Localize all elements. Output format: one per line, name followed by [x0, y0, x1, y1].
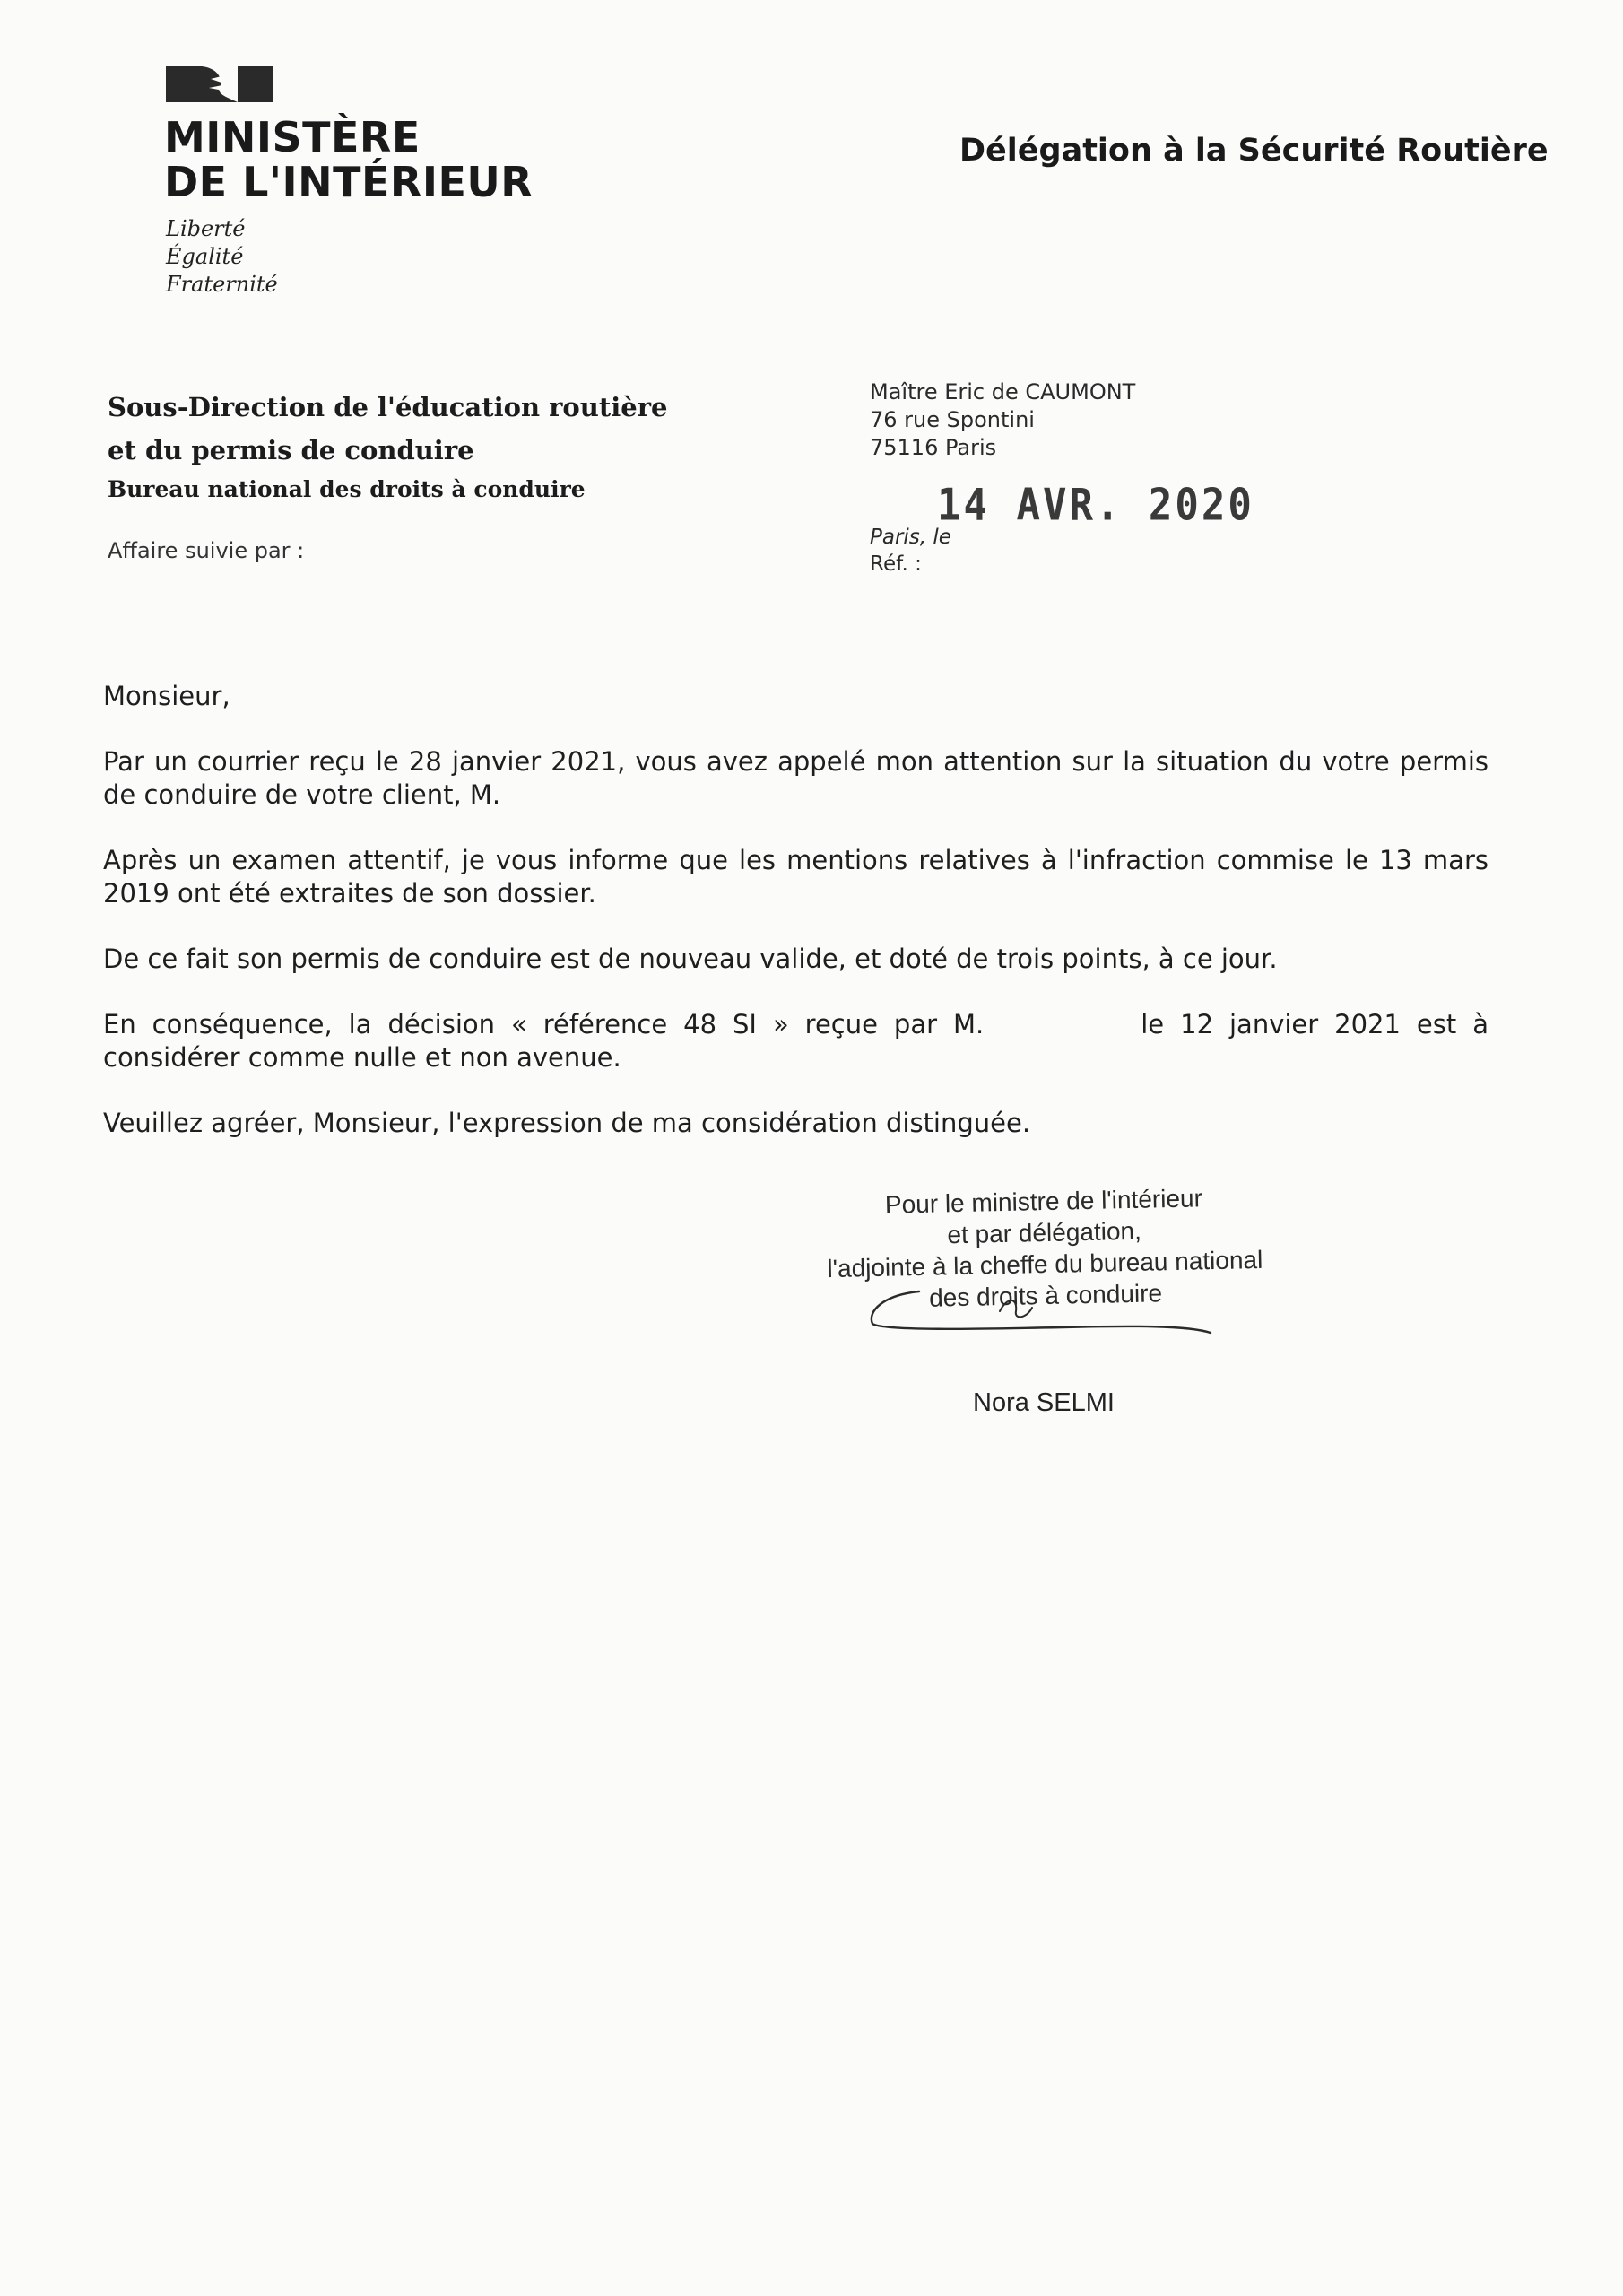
handwritten-signature	[865, 1284, 1215, 1338]
marianne-logo	[166, 63, 273, 106]
recipient-address	[870, 378, 1135, 462]
motto-egalite: Égalité	[166, 244, 244, 269]
recipient-name: Maître Eric de CAUMONT	[870, 379, 1136, 404]
sub-direction-line1: Sous-Direction de l'éducation routière	[108, 392, 668, 422]
signature-line2: et par délégation,	[947, 1216, 1142, 1249]
paragraph-2: Après un examen attentif, je vous informe que les mentions relatives à l'infraction commise le 13 mars 2019 ont été extraites de son dossier.	[103, 845, 1488, 909]
place-label: Paris, le	[870, 526, 951, 549]
closing-formula: Veuillez agréer, Monsieur, l'expression de ma considération distinguée.	[103, 1108, 1031, 1138]
paragraph-4-part1: En conséquence, la décision « référence 48 SI » reçue par M.	[103, 1009, 985, 1039]
ministry-name-line1: MINISTÈRE	[164, 113, 421, 161]
delegation-title: Délégation à la Sécurité Routière	[959, 133, 1549, 169]
ministry-name	[164, 115, 533, 204]
paragraph-4	[103, 1008, 1488, 1074]
service-block	[108, 386, 667, 508]
signature-line3: l'adjointe à la cheffe du bureau national	[827, 1245, 1263, 1283]
letter-body	[103, 680, 1488, 1172]
paragraph-3: De ce fait son permis de conduire est de nouveau valide, et doté de trois points, à ce jour.	[103, 944, 1278, 974]
republic-motto	[166, 215, 278, 299]
bureau-name: Bureau national des droits à conduire	[108, 476, 586, 502]
recipient-city: 75116 Paris	[870, 435, 997, 460]
ministry-name-line2: DE L'INTÉRIEUR	[164, 158, 534, 206]
signature-line1: Pour le ministre de l'intérieur	[884, 1184, 1203, 1219]
sub-direction-line2: et du permis de conduire	[108, 435, 474, 465]
signer-name: Nora SELMI	[973, 1388, 1115, 1417]
motto-fraternite: Fraternité	[166, 272, 278, 297]
paragraph-4-part2: le 12 janvier 2021 est à considérer comme nulle et non avenue.	[103, 1009, 1488, 1073]
case-followed-by: Affaire suivie par :	[108, 538, 305, 563]
recipient-street: 76 rue Spontini	[870, 407, 1035, 432]
signature-line4: des droits à conduire	[928, 1279, 1163, 1312]
paragraph-1: Par un courrier reçu le 28 janvier 2021, vous avez appelé mon attention sur la situation du votre permis de conduire de votre client, M.	[103, 746, 1488, 810]
salutation: Monsieur,	[103, 681, 230, 711]
reference-label: Réf. :	[870, 552, 922, 576]
date-stamp: 14 AVR. 2020	[937, 479, 1254, 532]
motto-liberte: Liberté	[166, 216, 246, 241]
